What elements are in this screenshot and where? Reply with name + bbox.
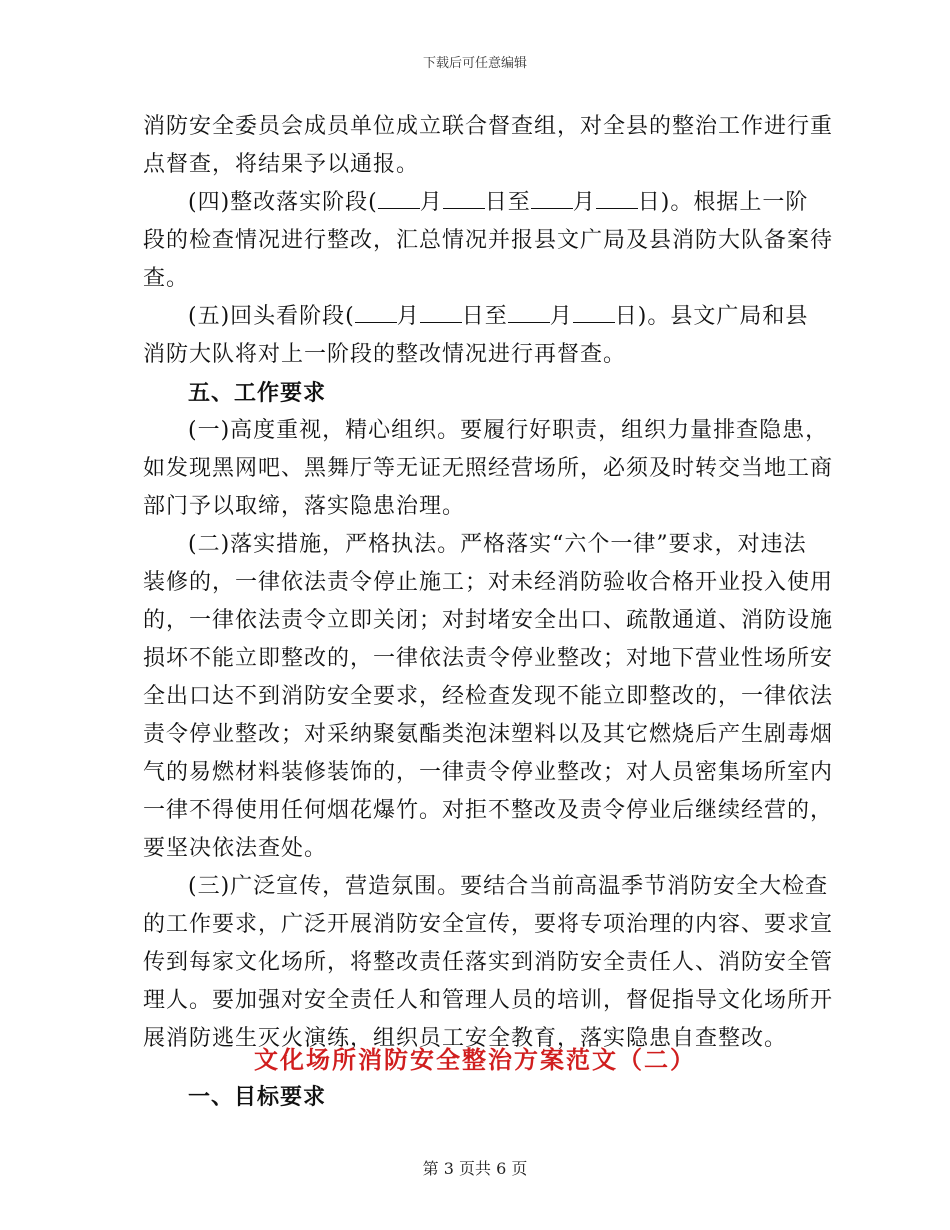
stage4-day2: 日)。根据上一阶 bbox=[637, 190, 809, 215]
body-text-line: 理人。要加强对安全责任人和管理人员的培训，督促指导文化场所开 bbox=[143, 988, 834, 1013]
stage4-month2: 月 bbox=[572, 190, 596, 215]
section-heading: 一、目标要求 bbox=[188, 1084, 327, 1110]
blank-field bbox=[508, 302, 550, 323]
body-text-line: 点督查，将结果予以通报。 bbox=[143, 152, 420, 177]
stage4-day1: 日至 bbox=[484, 190, 531, 215]
stage4-month1: 月 bbox=[419, 190, 443, 215]
body-text-line: 要坚决依法查处。 bbox=[143, 836, 328, 861]
body-text-line: 传到每家文化场所，将整改责任落实到消防安全责任人、消防安全管 bbox=[143, 950, 834, 975]
body-text-line: 展消防逃生灭火演练，组织员工安全教育，落实隐患自查整改。 bbox=[143, 1026, 788, 1051]
stage5-month1: 月 bbox=[396, 304, 420, 329]
stage5-line bbox=[188, 302, 848, 332]
body-text-line: 损坏不能立即整改的，一律依法责令停业整改；对地下营业性场所安 bbox=[143, 646, 834, 671]
body-text-line: 部门予以取缔，落实隐患治理。 bbox=[143, 494, 466, 519]
body-text-line: 段的检查情况进行整改，汇总情况并报县文广局及县消防大队备案待 bbox=[143, 228, 834, 253]
body-text-line: 全出口达不到消防安全要求，经检查发现不能立即整改的，一律依法 bbox=[143, 684, 834, 709]
blank-field bbox=[573, 302, 615, 323]
stage5-day1: 日至 bbox=[461, 304, 508, 329]
document-title: 文化场所消防安全整治方案范文（二） bbox=[254, 1045, 696, 1074]
body-text-line: 如发现黑网吧、黑舞厅等无证无照经营场所，必须及时转交当地工商 bbox=[143, 456, 834, 481]
stage5-prefix: (五)回头看阶段( bbox=[188, 304, 355, 329]
body-text-line: 查。 bbox=[143, 266, 190, 291]
body-text-line: (三)广泛宣传，营造氛围。要结合当前高温季节消防安全大检查 bbox=[188, 874, 829, 899]
stage5-month2: 月 bbox=[549, 304, 573, 329]
body-text-line: 的，一律依法责令立即关闭；对封堵安全出口、疏散通道、消防设施 bbox=[143, 608, 834, 633]
blank-field bbox=[420, 302, 462, 323]
body-text-line: 消防大队将对上一阶段的整改情况进行再督查。 bbox=[143, 342, 627, 367]
body-text-line: 责令停业整改；对采纳聚氨酯类泡沫塑料以及其它燃烧后产生剧毒烟 bbox=[143, 722, 834, 747]
body-text-line: (一)高度重视，精心组织。要履行好职责，组织力量排查隐患， bbox=[188, 418, 829, 443]
stage4-line bbox=[188, 188, 848, 218]
blank-field bbox=[378, 188, 420, 209]
body-text-line: 一律不得使用任何烟花爆竹。对拒不整改及责令停业后继续经营的， bbox=[143, 798, 834, 823]
stage5-day2: 日)。县文广局和县 bbox=[614, 304, 809, 329]
body-text-line: 的工作要求，广泛开展消防安全宣传，要将专项治理的内容、要求宣 bbox=[143, 912, 834, 937]
blank-field bbox=[596, 188, 638, 209]
body-text-line: 气的易燃材料装修装饰的，一律责令停业整改；对人员密集场所室内 bbox=[143, 760, 834, 785]
page-header: 下载后可任意编辑 bbox=[422, 56, 527, 71]
section-heading: 五、工作要求 bbox=[188, 380, 327, 406]
body-text-line: 消防安全委员会成员单位成立联合督查组，对全县的整治工作进行重 bbox=[143, 114, 834, 139]
blank-field bbox=[355, 302, 397, 323]
body-text-line: 装修的，一律依法责令停止施工；对未经消防验收合格开业投入使用 bbox=[143, 570, 834, 595]
blank-field bbox=[531, 188, 573, 209]
blank-field bbox=[443, 188, 485, 209]
page-footer: 第 3 页共 6 页 bbox=[422, 1159, 528, 1178]
body-text-line: (二)落实措施，严格执法。严格落实“六个一律”要求，对违法 bbox=[188, 532, 807, 557]
stage4-prefix: (四)整改落实阶段( bbox=[188, 190, 378, 215]
